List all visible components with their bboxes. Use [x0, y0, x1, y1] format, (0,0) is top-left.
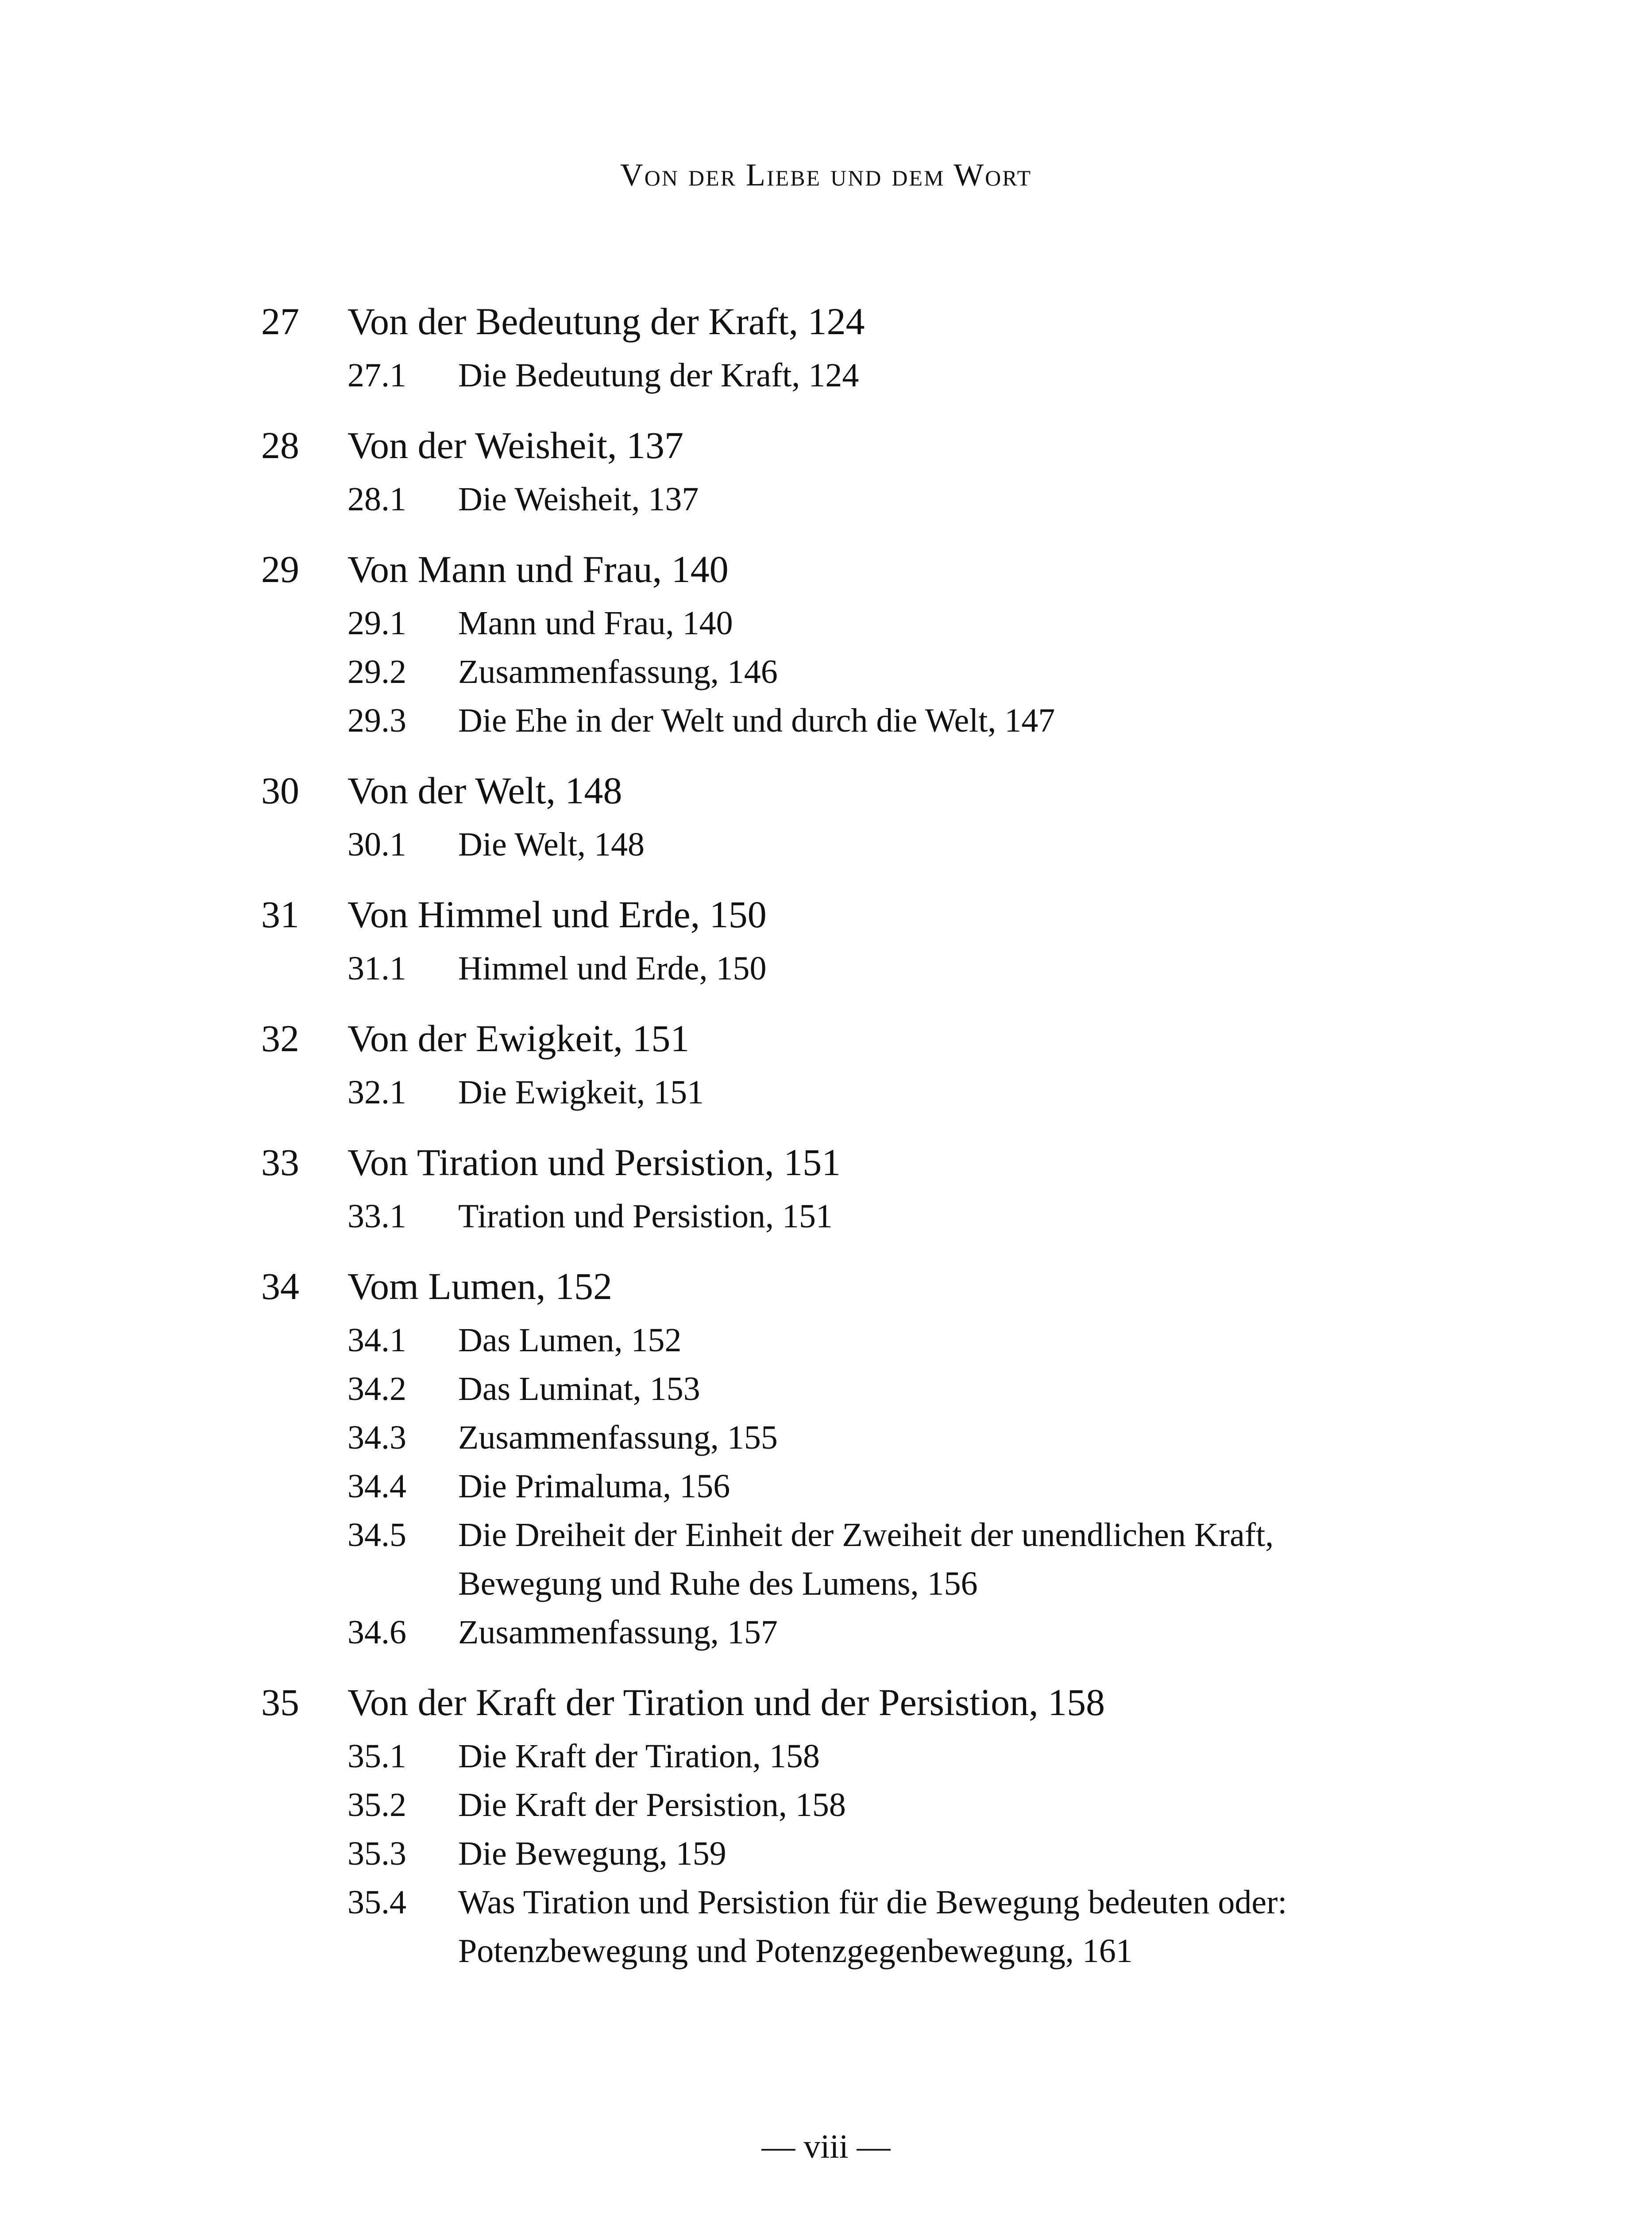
section-number: 35.3: [347, 1835, 406, 1872]
section-list: [347, 1192, 1545, 1241]
section-list: [347, 820, 1545, 869]
running-head: Von der Liebe und dem Wort: [620, 157, 1032, 193]
section-number: 35.2: [347, 1786, 406, 1824]
page-number: — viii —: [761, 2128, 891, 2165]
section-title: Was Tiration und Persistion für die Bewegung bedeuten oder: Potenzbewegung und Potenzgegenbewegung, 161: [458, 1884, 1287, 1970]
section-number: 34.1: [347, 1322, 406, 1359]
section-title: Die Kraft der Tiration, 158: [458, 1738, 820, 1775]
section-title: Die Bewegung, 159: [458, 1835, 726, 1872]
section-title: Tiration und Persistion, 151: [458, 1198, 833, 1235]
chapter-number: 35: [261, 1681, 299, 1723]
chapter-number: 32: [261, 1017, 299, 1060]
section-number: 34.4: [347, 1468, 406, 1505]
section-number: 30.1: [347, 826, 406, 863]
chapter-number: 27: [261, 300, 299, 343]
section-entry: [347, 1316, 1545, 1365]
section-entry: [347, 351, 1545, 400]
section-title: Die Bedeutung der Kraft, 124: [458, 357, 859, 394]
section-number: 34.3: [347, 1419, 406, 1456]
chapter-number: 30: [261, 769, 299, 812]
section-entry: [347, 1781, 1545, 1829]
chapter-title: Von der Kraft der Tiration und der Persistion, 158: [347, 1681, 1105, 1723]
section-list: [347, 475, 1545, 524]
toc-chapter: [261, 763, 1545, 869]
section-number: 33.1: [347, 1198, 406, 1235]
section-number: 34.2: [347, 1370, 406, 1407]
section-number: 29.3: [347, 702, 406, 739]
section-title: Die Welt, 148: [458, 826, 645, 863]
section-title: Die Weisheit, 137: [458, 481, 699, 518]
chapter-number: 29: [261, 548, 299, 590]
section-title: Das Lumen, 152: [458, 1322, 682, 1359]
section-title: Himmel und Erde, 150: [458, 950, 767, 987]
toc-chapter: [261, 1011, 1545, 1117]
section-entry: [347, 1192, 1545, 1241]
table-of-contents: [261, 294, 1545, 1975]
section-number: 35.1: [347, 1738, 406, 1775]
toc-chapter: [261, 1135, 1545, 1241]
section-entry: [347, 1732, 1545, 1781]
section-title: Die Ehe in der Welt und durch die Welt, 147: [458, 702, 1055, 739]
chapter-entry: [261, 1675, 1545, 1732]
section-number: 28.1: [347, 481, 406, 518]
section-title: Zusammenfassung, 155: [458, 1419, 778, 1456]
section-title: Die Kraft der Persistion, 158: [458, 1786, 846, 1824]
chapter-number: 31: [261, 893, 299, 936]
section-list: [347, 1316, 1545, 1657]
chapter-title: Von Mann und Frau, 140: [347, 548, 729, 590]
chapter-number: 34: [261, 1265, 299, 1307]
section-list: [347, 599, 1545, 745]
section-entry: [347, 599, 1545, 648]
section-number: 34.6: [347, 1614, 406, 1651]
section-list: [347, 351, 1545, 400]
section-entry: [347, 944, 1545, 993]
section-number: 27.1: [347, 357, 406, 394]
section-entry: [347, 696, 1545, 745]
section-title: Die Ewigkeit, 151: [458, 1074, 704, 1111]
section-list: [347, 944, 1545, 993]
section-entry: [347, 1608, 1545, 1657]
section-entry: [347, 475, 1545, 524]
section-title: Zusammenfassung, 146: [458, 653, 778, 690]
chapter-entry: [261, 294, 1545, 351]
section-list: [347, 1068, 1545, 1117]
section-number: 32.1: [347, 1074, 406, 1111]
section-entry: [347, 820, 1545, 869]
section-number: 35.4: [347, 1884, 406, 1921]
chapter-title: Von Himmel und Erde, 150: [347, 893, 767, 936]
section-entry: [347, 1365, 1545, 1413]
section-entry: [347, 1829, 1545, 1878]
chapter-title: Von der Ewigkeit, 151: [347, 1017, 690, 1060]
chapter-title: Von der Weisheit, 137: [347, 424, 684, 467]
section-entry: [347, 1462, 1545, 1511]
section-number: 34.5: [347, 1516, 406, 1554]
section-title: Die Primaluma, 156: [458, 1468, 730, 1505]
section-entry: [347, 648, 1545, 696]
toc-chapter: [261, 1675, 1545, 1975]
section-title: Das Luminat, 153: [458, 1370, 700, 1407]
section-entry: [347, 1068, 1545, 1117]
toc-chapter: [261, 887, 1545, 993]
chapter-title: Von Tiration und Persistion, 151: [347, 1141, 841, 1184]
section-title: Mann und Frau, 140: [458, 605, 733, 642]
chapter-entry: [261, 418, 1545, 475]
chapter-entry: [261, 1135, 1545, 1192]
section-title: Zusammenfassung, 157: [458, 1614, 778, 1651]
chapter-title: Von der Bedeutung der Kraft, 124: [347, 300, 865, 343]
toc-chapter: [261, 542, 1545, 745]
chapter-entry: [261, 763, 1545, 820]
chapter-entry: [261, 1259, 1545, 1316]
toc-chapter: [261, 294, 1545, 400]
toc-chapter: [261, 418, 1545, 524]
section-title: Die Dreiheit der Einheit der Zweiheit der unendlichen Kraft, Bewegung und Ruhe des Lumens, 156: [458, 1516, 1274, 1602]
toc-chapter: [261, 1259, 1545, 1657]
chapter-title: Von der Welt, 148: [347, 769, 622, 812]
chapter-number: 28: [261, 424, 299, 467]
chapter-title: Vom Lumen, 152: [347, 1265, 613, 1307]
section-entry: [347, 1413, 1545, 1462]
section-entry: [347, 1878, 1545, 1975]
chapter-entry: [261, 542, 1545, 599]
section-entry: [347, 1511, 1545, 1608]
chapter-entry: [261, 887, 1545, 944]
chapter-number: 33: [261, 1141, 299, 1184]
section-number: 29.1: [347, 605, 406, 642]
section-number: 31.1: [347, 950, 406, 987]
section-number: 29.2: [347, 653, 406, 690]
section-list: [347, 1732, 1545, 1975]
chapter-entry: [261, 1011, 1545, 1068]
